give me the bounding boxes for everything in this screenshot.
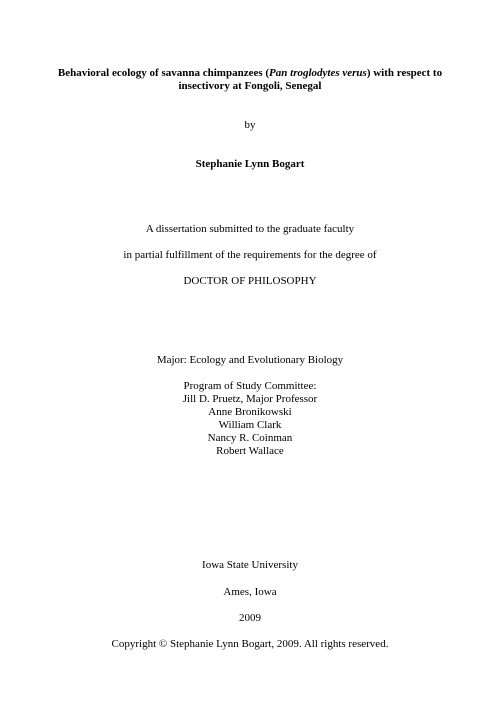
submission-line-1: A dissertation submitted to the graduate faculty [145,223,355,235]
committee-member: Nancy R. Coinman [207,432,293,444]
by-label: by [244,119,256,131]
species-name: Pan troglodytes verus [269,67,367,79]
major-field: Major: Ecology and Evolutionary Biology [156,354,344,366]
title-suffix: ) with respect to [366,67,443,79]
dissertation-title [0,67,500,93]
committee-block [0,380,500,458]
committee-member: Anne Bronikowski [208,406,292,418]
committee-member: William Clark [218,419,282,431]
copyright-notice: Copyright © Stephanie Lynn Bogart, 2009. All rights reserved. [111,638,389,650]
institution-location: Ames, Iowa [223,586,277,598]
institution-name: Iowa State University [202,559,298,571]
author-name: Stephanie Lynn Bogart [195,158,305,170]
year: 2009 [239,612,261,624]
degree-name: DOCTOR OF PHILOSOPHY [183,275,317,287]
submission-line-2: in partial fulfillment of the requirements for the degree of [123,249,377,261]
title-prefix: Behavioral ecology of savanna chimpanzees ( [57,67,270,79]
title-line-1 [0,67,500,80]
committee-heading: Program of Study Committee: [183,380,317,392]
title-line-2: insectivory at Fongoli, Senegal [178,80,322,92]
committee-member: Robert Wallace [216,445,284,457]
committee-member: Jill D. Pruetz, Major Professor [182,393,318,405]
